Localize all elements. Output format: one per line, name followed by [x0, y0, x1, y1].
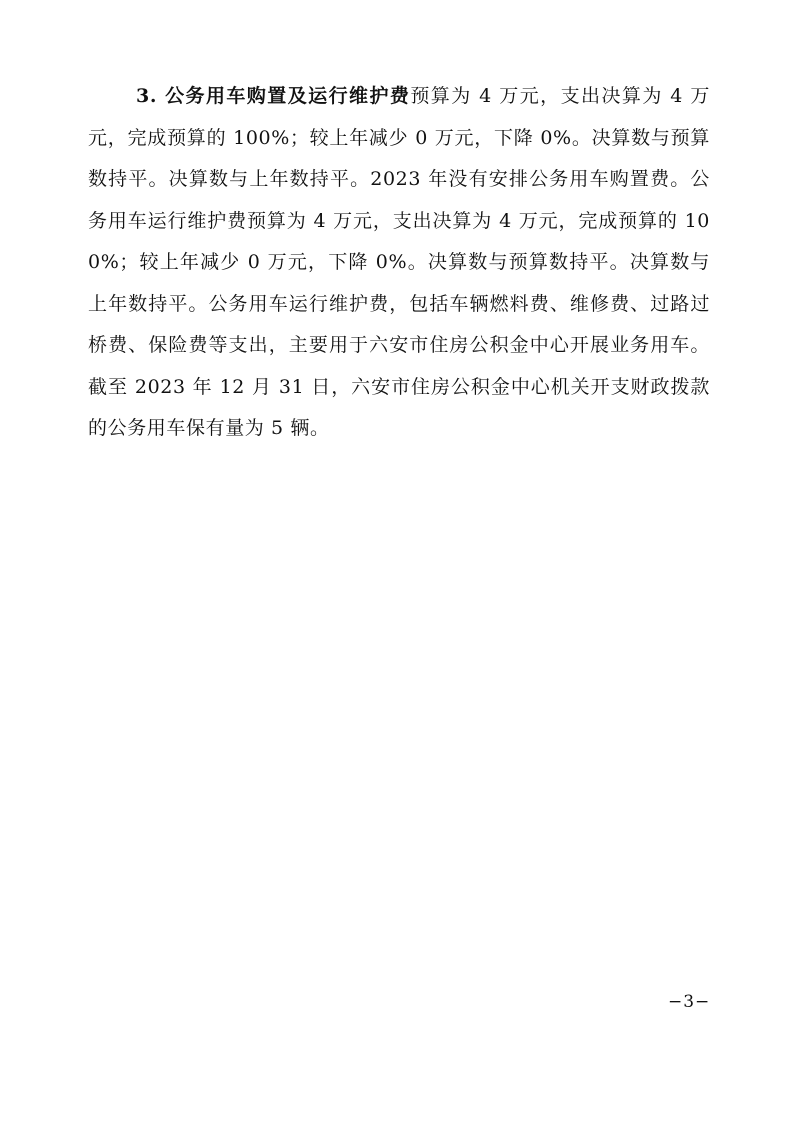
paragraph-vehicle-expenses — [88, 76, 710, 450]
paragraph-text: 预算为 4 万元，支出决算为 4 万元，完成预算的 100%；较上年减少 0 万元，下降 0%。决算数与预算数持平。决算数与上年数持平。2023 年没有安排公务用车购置费。公务用车运行维护费预算为 4 万元，支出决算为 4 万元，完成预算的 100%；较上年减少 0 万元，下降 0%。决算数与预算数持平。决算数与上年数持平。公务用车运行维护费，包括车辆燃料费、维修费、过路过桥费、保险费等支出，主要用于六安市住房公积金中心开展业务用车。截至 2023 年 12 月 31 日，六安市住房公积金中心机关开支财政拨款的公务用车保有量为 5 辆。 — [88, 85, 711, 439]
page-number: −3− — [668, 992, 711, 1012]
section-heading: 3. 公务用车购置及运行维护费 — [136, 85, 411, 107]
